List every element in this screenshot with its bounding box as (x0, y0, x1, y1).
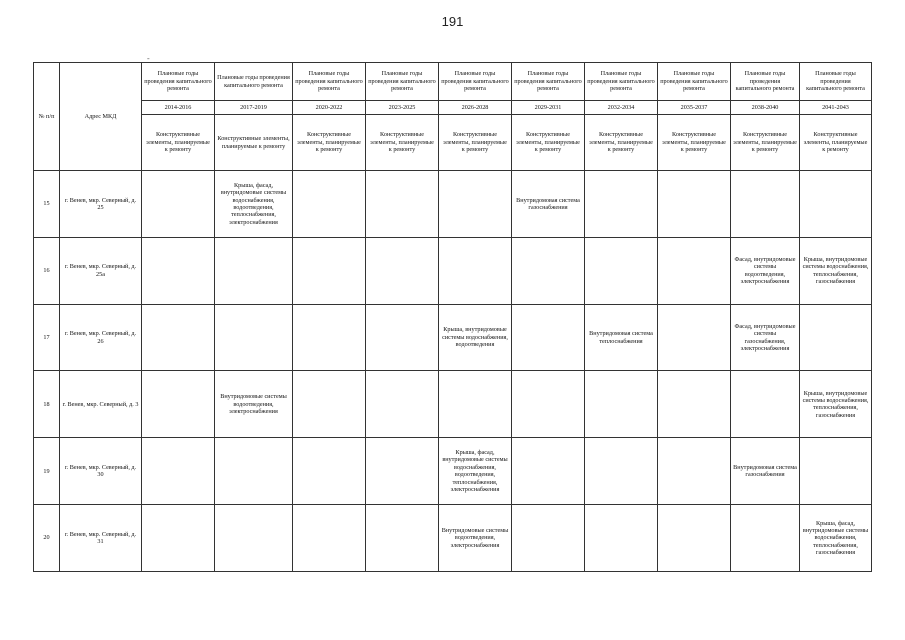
period-2032-2034: 2032-2034 (585, 101, 658, 115)
repair-cell-2032-2034 (585, 505, 658, 572)
row-number: 16 (34, 237, 60, 304)
header-elements: Конструктивные элементы, планируемые к ремонту (800, 115, 872, 171)
header-elements: Конструктивные элементы, планируемые к ремонту (658, 115, 731, 171)
repair-cell-2029-2031 (512, 304, 585, 371)
repair-cell-2035-2037 (658, 304, 731, 371)
row-number: 17 (34, 304, 60, 371)
row-address: г. Венев, мкр. Северный, д. 25 (60, 171, 142, 238)
repair-cell-2017-2019 (215, 304, 293, 371)
repair-cell-2026-2028: Внутридомовые системы водоотведения, электроснабжения (439, 505, 512, 572)
repair-cell-2032-2034 (585, 438, 658, 505)
table-row (34, 371, 872, 438)
row-number: 20 (34, 505, 60, 572)
row-number: 19 (34, 438, 60, 505)
repair-cell-2014-2016 (142, 171, 215, 238)
repair-cell-2023-2025 (366, 171, 439, 238)
table-row (34, 171, 872, 238)
row-number: 15 (34, 171, 60, 238)
repair-cell-2038-2040: Внутридомовая система газоснабжения (731, 438, 800, 505)
repair-cell-2023-2025 (366, 505, 439, 572)
repair-cell-2041-2043: Крыша, внутридомовые системы водоснабжения, теплоснабжения, газоснабжения (800, 237, 872, 304)
repair-cell-2023-2025 (366, 371, 439, 438)
repair-cell-2020-2022 (293, 371, 366, 438)
table-row (34, 304, 872, 371)
period-2014-2016: 2014-2016 (142, 101, 215, 115)
repair-cell-2038-2040 (731, 171, 800, 238)
repair-cell-2029-2031 (512, 237, 585, 304)
header-elements: Конструктивные элементы, планируемые к ремонту (512, 115, 585, 171)
repair-cell-2029-2031 (512, 505, 585, 572)
repair-cell-2026-2028: Крыша, внутридомовые системы водоснабжения, водоотведения (439, 304, 512, 371)
period-2017-2019: 2017-2019 (215, 101, 293, 115)
header-planned-years: Плановые годы проведения капитального ремонта (658, 63, 731, 101)
header-elements: Конструктивные элементы, планируемые к ремонту (215, 115, 293, 171)
repair-cell-2029-2031 (512, 371, 585, 438)
header-address: Адрес МКД (60, 63, 142, 171)
repair-cell-2035-2037 (658, 237, 731, 304)
repair-cell-2041-2043: Крыша, внутридомовые системы водоснабжения, теплоснабжения, газоснабжения (800, 371, 872, 438)
header-elements: Конструктивные элементы, планируемые к ремонту (366, 115, 439, 171)
header-number: № п/п (34, 63, 60, 171)
header-planned-years: Плановые годы проведения капитального ремонта (512, 63, 585, 101)
repair-cell-2023-2025 (366, 438, 439, 505)
repair-cell-2020-2022 (293, 304, 366, 371)
repair-cell-2032-2034 (585, 171, 658, 238)
repair-cell-2014-2016 (142, 237, 215, 304)
header-planned-years: Плановые годы проведения капитального ремонта (293, 63, 366, 101)
repair-cell-2017-2019 (215, 237, 293, 304)
repair-cell-2017-2019: Внутридомовые системы водоотведения, электроснабжения (215, 371, 293, 438)
repair-cell-2020-2022 (293, 438, 366, 505)
period-2041-2043: 2041-2043 (800, 101, 872, 115)
repair-cell-2035-2037 (658, 171, 731, 238)
row-address: г. Венев, мкр. Северный, д. 25а (60, 237, 142, 304)
header-row-planned-years (34, 63, 872, 101)
repair-cell-2032-2034 (585, 371, 658, 438)
repair-cell-2041-2043 (800, 438, 872, 505)
repair-cell-2020-2022 (293, 171, 366, 238)
repair-cell-2014-2016 (142, 438, 215, 505)
table-row (34, 505, 872, 572)
row-number: 18 (34, 371, 60, 438)
repair-cell-2014-2016 (142, 505, 215, 572)
repair-cell-2026-2028 (439, 237, 512, 304)
repair-cell-2014-2016 (142, 371, 215, 438)
header-row-elements (34, 115, 872, 171)
repair-cell-2023-2025 (366, 237, 439, 304)
header-elements: Конструктивные элементы, планируемые к ремонту (731, 115, 800, 171)
repair-cell-2020-2022 (293, 237, 366, 304)
repair-cell-2041-2043: Крыша, фасад, внутридомовые системы водоснабжения, теплоснабжения, газоснабжения (800, 505, 872, 572)
repair-cell-2035-2037 (658, 371, 731, 438)
repair-cell-2038-2040 (731, 505, 800, 572)
period-2029-2031: 2029-2031 (512, 101, 585, 115)
header-elements: Конструктивные элементы, планируемые к ремонту (439, 115, 512, 171)
table-row (34, 237, 872, 304)
repair-cell-2017-2019: Крыша, фасад, внутридомовые системы водоснабжения, водоотведения, теплоснабжения, электроснабжения (215, 171, 293, 238)
row-address: г. Венев, мкр. Северный, д. 30 (60, 438, 142, 505)
repair-cell-2023-2025 (366, 304, 439, 371)
row-address: г. Венев, мкр. Северный, д. 31 (60, 505, 142, 572)
header-planned-years: Плановые годы проведения капитального ремонта (366, 63, 439, 101)
row-address: г. Венев, мкр. Северный, д. 26 (60, 304, 142, 371)
period-2026-2028: 2026-2028 (439, 101, 512, 115)
header-elements: Конструктивные элементы, планируемые к ремонту (293, 115, 366, 171)
capital-repair-table (33, 62, 872, 572)
repair-cell-2014-2016 (142, 304, 215, 371)
repair-cell-2017-2019 (215, 438, 293, 505)
header-elements: Конструктивные элементы, планируемые к ремонту (585, 115, 658, 171)
header-planned-years: Плановые годы проведения капитального ремонта (731, 63, 800, 101)
repair-cell-2032-2034 (585, 237, 658, 304)
repair-cell-2041-2043 (800, 304, 872, 371)
header-planned-years: Плановые годы проведения капитального ремонта (800, 63, 872, 101)
repair-cell-2017-2019 (215, 505, 293, 572)
repair-cell-2038-2040: Фасад, внутридомовые системы газоснабжения, электроснабжения (731, 304, 800, 371)
header-planned-years: Плановые годы проведения капитального ремонта (439, 63, 512, 101)
header-planned-years: Плановые годы проведения капитального ремонта (215, 63, 293, 101)
period-2023-2025: 2023-2025 (366, 101, 439, 115)
row-address: г. Венев, мкр. Северный, д. 3 (60, 371, 142, 438)
header-row-periods (34, 101, 872, 115)
repair-cell-2026-2028: Крыша, фасад, внутридомовые системы водоснабжения, водоотведения, теплоснабжения, электроснабжения (439, 438, 512, 505)
period-2020-2022: 2020-2022 (293, 101, 366, 115)
header-planned-years: Плановые годы проведения капитального ремонта (142, 63, 215, 101)
repair-cell-2038-2040 (731, 371, 800, 438)
repair-cell-2041-2043 (800, 171, 872, 238)
repair-cell-2029-2031: Внутридомовая система газоснабжения (512, 171, 585, 238)
repair-cell-2035-2037 (658, 505, 731, 572)
period-2038-2040: 2038-2040 (731, 101, 800, 115)
repair-cell-2026-2028 (439, 171, 512, 238)
header-elements: Конструктивные элементы, планируемые к ремонту (142, 115, 215, 171)
table-row (34, 438, 872, 505)
table-body (34, 171, 872, 572)
page-number: 191 (441, 14, 464, 29)
repair-cell-2020-2022 (293, 505, 366, 572)
scan-mark: - (147, 54, 150, 63)
repair-cell-2026-2028 (439, 371, 512, 438)
header-planned-years: Плановые годы проведения капитального ремонта (585, 63, 658, 101)
repair-cell-2029-2031 (512, 438, 585, 505)
repair-cell-2038-2040: Фасад, внутридомовые системы водоотведения, электроснабжения (731, 237, 800, 304)
repair-cell-2035-2037 (658, 438, 731, 505)
period-2035-2037: 2035-2037 (658, 101, 731, 115)
repair-cell-2032-2034: Внутридомовая система теплоснабжения (585, 304, 658, 371)
